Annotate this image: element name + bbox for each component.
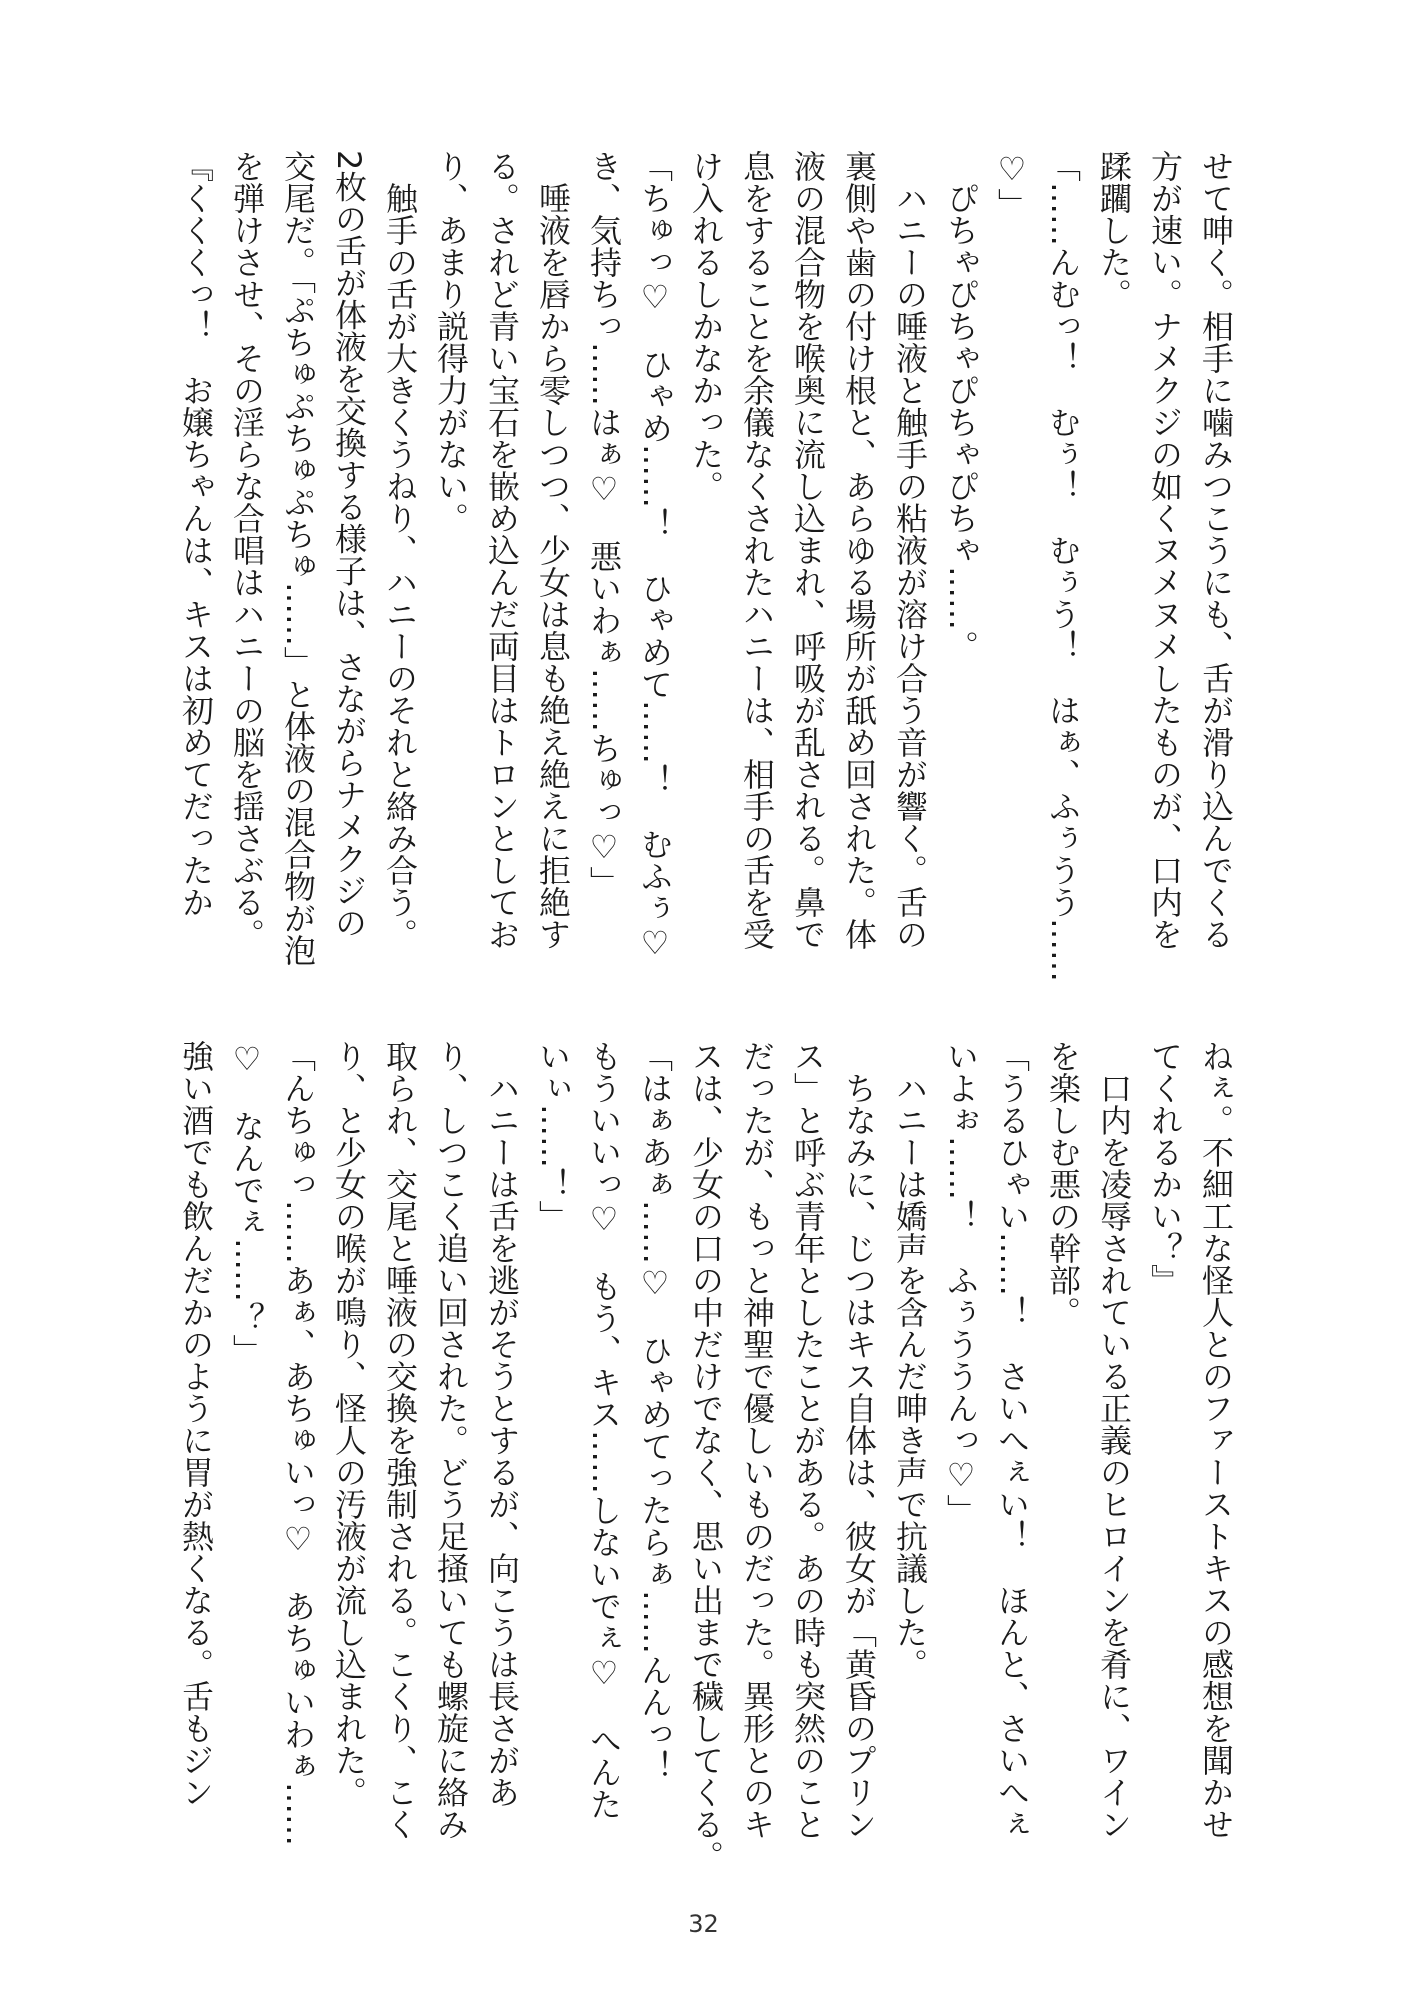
- page-number: 32: [688, 1910, 719, 1938]
- text-line: ハニーは嬌声を含んだ呻き声で抗議した。: [891, 1040, 929, 1680]
- text-line: 口内を凌辱されている正義のヒロインを肴に、ワイン: [1095, 1040, 1133, 1840]
- text-line: ねぇ。不細工な怪人とのファーストキスの感想を聞かせ: [1197, 1040, 1235, 1840]
- text-line: り、しつこく追い回された。どう足掻いても螺旋に絡み: [432, 1040, 470, 1840]
- text-line: だったが、もっと神聖で優しいものだった。異形とのキ: [738, 1040, 776, 1840]
- text-line: ぴちゃぴちゃぴちゃぴちゃ……。: [942, 150, 980, 662]
- text-line: り、と少女の喉が鳴り、怪人の汚液が流し込まれた。: [330, 1040, 368, 1808]
- text-line: 触手の舌が大きくうねり、ハニーのそれと絡み合う。: [381, 150, 419, 950]
- text-line: 息をすることを余儀なくされたハニーは、相手の舌を受: [738, 150, 776, 950]
- text-line: ♡」: [993, 150, 1031, 220]
- text-line: ♡ なんでぇ……？」: [228, 1040, 266, 1366]
- text-line: 蹂躙した。: [1095, 150, 1133, 310]
- text-line: を楽しむ悪の幹部。: [1044, 1040, 1082, 1328]
- text-line: いぃ……！」: [534, 1040, 572, 1232]
- text-block-lower: [170, 1040, 1241, 1872]
- text-line: を弾けさせ、その淫らな合唱はハニーの脳を揺さぶる。: [228, 150, 266, 950]
- text-line: 裏側や歯の付け根と、あらゆる場所が舐め回された。体: [840, 150, 878, 950]
- text-line: け入れるしかなかった。: [687, 150, 725, 502]
- text-line: る。されど青い宝石を嵌め込んだ両目はトロンとしてお: [483, 150, 521, 950]
- text-line: ス」と呼ぶ青年としたことがある。あの時も突然のこと: [789, 1040, 827, 1840]
- text-line: 交尾だ。「ぷちゅぷちゅぷちゅ……」と体液の混合物が泡: [279, 150, 317, 966]
- text-line: せて呻く。相手に噛みつこうにも、舌が滑り込んでくる: [1197, 150, 1235, 950]
- text-line: ちなみに、じつはキス自体は、彼女が「黄昏のプリン: [840, 1040, 878, 1840]
- text-line: もういいっ♡ もう、キス……しないでぇ♡ へんた: [585, 1040, 623, 1820]
- text-line: 取られ、交尾と唾液の交換を強制される。こくり、こく: [381, 1040, 419, 1840]
- text-line: 2枚の舌が体液を交換する様子は、さながらナメクジの: [330, 150, 368, 939]
- text-line: 強い酒でも飲んだかのように胃が熱くなる。舌もジン: [177, 1040, 215, 1808]
- text-line: 方が速い。ナメクジの如くヌメヌメしたものが、口内を: [1146, 150, 1184, 950]
- text-block-upper: [170, 150, 1241, 982]
- text-line: 唾液を唇から零しつつ、少女は息も絶え絶えに拒絶す: [534, 150, 572, 950]
- text-line: 「ちゅっ♡ ひゃめ……！ ひゃめて……！ むふぅ♡: [636, 150, 674, 962]
- text-line: ハニーの唾液と触手の粘液が溶け合う音が響く。舌の: [891, 150, 929, 950]
- text-line: いよぉ……！ ふぅううんっ♡」: [942, 1040, 980, 1526]
- text-line: 「はぁあぁ……♡ ひゃめてったらぁ……んんっ！: [636, 1040, 674, 1782]
- text-line: 液の混合物を喉奥に流し込まれ、呼吸が乱される。鼻で: [789, 150, 827, 950]
- text-line: り、あまり説得力がない。: [432, 150, 470, 534]
- text-line: 「んちゅっ……あぁ、あちゅいっ♡ あちゅいわぁ……: [279, 1040, 317, 1846]
- text-line: ハニーは舌を逃がそうとするが、向こうは長さがあ: [483, 1040, 521, 1808]
- text-line: 「……んむっ！ むぅ！ むぅう！ はぁ、ふぅうう……: [1044, 150, 1082, 982]
- text-line: 『くくくっ！ お嬢ちゃんは、キスは初めてだったか: [177, 150, 215, 918]
- text-line: スは、少女の口の中だけでなく、思い出まで穢してくる。: [687, 1040, 725, 1872]
- text-line: てくれるかい？』: [1146, 1040, 1184, 1296]
- text-line: き、気持ちっ……はぁ♡ 悪いわぁ……ちゅっ♡」: [585, 150, 623, 898]
- text-line: 「うるひゃい……！ さいへぇい！ ほんと、さいへぇ: [993, 1040, 1031, 1840]
